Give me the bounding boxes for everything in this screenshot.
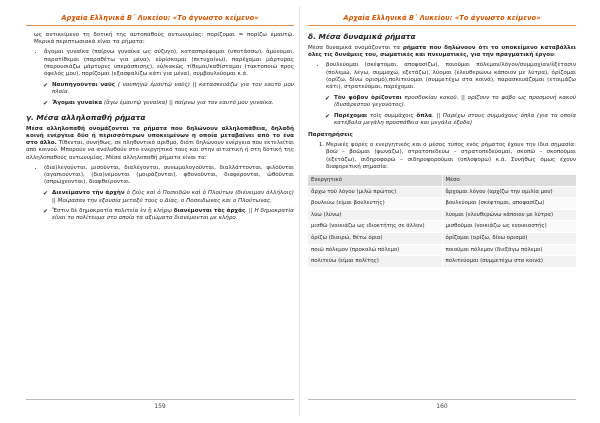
greek-example: Διενείμαντο τὴν ἀρχὴν (52, 190, 125, 197)
table-cell: βουλεύω (είμαι βουλευτής) (308, 198, 442, 210)
definition-bold: ρήματα που δηλώνουν ότι το υποκείμενο καταβάλλει όλες τις δυνάμεις του, σωματικές και πνευματικές, για την πραγματική έργου (308, 45, 576, 59)
example-item (43, 82, 294, 96)
page-number: 160 (308, 399, 576, 410)
right-page (308, 14, 576, 414)
column-header-middle: Μέσο (442, 175, 576, 186)
header-rule (308, 25, 576, 26)
greek-example-mid: τοῖς συμμάχοις (369, 112, 414, 119)
table-row (308, 244, 576, 256)
translation: ὁ ζεὺς καὶ ὁ Ποσειδῶν καὶ ὁ Πλούτων (διένειμαν ἀλλήλοις) || Μοίρασαν την εξουσία μεταξύ τους ο Δίας, ο Ποσειδώνας και ο Πλούτωνας. (52, 190, 294, 204)
example-list (26, 190, 294, 222)
table-cell: ὁρίζομαι (ορίζω, δίνω ορισμό) (442, 233, 576, 245)
greek-example: Τὸν φόβον ὁρίζονται (334, 95, 402, 102)
page-header: Αρχαία Ελληνικά Β΄ Λυκείου: «Το άγνωστο κείμενο» (61, 14, 259, 22)
greek-example: Ἔστιν δὲ δημοκρατία πολιτεία ἐν ᾗ κλήρῳ (52, 207, 172, 214)
table-cell: ἄρχω τοῦ λόγου (μιλώ πρώτος) (308, 186, 442, 198)
table-cell: πολιτεύω (είμαι πολίτης) (308, 256, 442, 268)
table-row (308, 186, 576, 198)
table-cell: λύομαι (ελευθερώνω κάποιον με λύτρα) (442, 209, 576, 221)
intro-paragraph: ως αντικείμενο τη δοτική της αυτοπαθούς αντωνυμίας: πορίζομαι = πορίζω έμαυτῷ. Μερικά περιπτωσιακά είναι τα ρήματα: (34, 32, 294, 46)
page-number: 159 (26, 399, 294, 410)
translation: . || Παρέχω στους συμμάχους όπλα (για τα οποία κατέβαλα μεγάλη προσπάθεια και μεγάλα έξοδα) (334, 112, 577, 126)
list-item: • ἄγομαι γυναῖκα (παίρνω γυναίκα ως σύζυγο), κατασπρέφομαι (υποτάσσω), ἀμύνομαι, παρατίθεμαι (παραθέτω για μένα), εὑρίσκομαι (πετυχαίνω), παρέχομαι μάρτυρας (παρουσιάζω μάρτυρες υπεράσπισης), εὐ/κακῶς τίθεμαι/καθίσταμαι (τακτοποιώ προς όφελός μου), πορίζομαι (εξασφαλίζω κάτι για μένα), συμβουλεύομαι κ.ά. (44, 49, 294, 78)
definition-bold: Μέσα αλληλοπαθή ονομάζονται τα ρήματα που δηλώνουν αλληλοπάθεια, δηλαδή κοινή ενέργεια δύο ή περισσότερων υποκειμένων η οποία μεταβαίνει από το ένα στο άλλο. (26, 125, 294, 147)
greek-example: Ναυπηγοῦνται ναῦς (52, 82, 116, 89)
table-cell: βουλεύομαι (σκέφτομαι, αποφασίζω) (442, 198, 576, 210)
checkmark-icon: ✔ (43, 190, 49, 198)
checkmark-icon: ✔ (43, 82, 49, 90)
checkmark-icon: ✔ (43, 99, 49, 107)
table-row (308, 221, 576, 233)
book-spine (299, 6, 300, 416)
example-item (43, 207, 294, 222)
greek-example-bold: ὅπλα (416, 112, 433, 119)
verb-list (26, 165, 294, 187)
table-header-row (308, 175, 576, 186)
table-cell: ποιοῦμαι πόλεμον (διεξάγω πόλεμο) (442, 244, 576, 256)
definition-rest: Τίθενται, συνήθως, σε πληθυντικό αριθμό, διότι δηλώνουν ενέργεια που εκτελείται από κοινού. Μπορούν να αναλυθούν στο ενεργητικό τους και στην αιτιατική ή στη δοτική της αλληλοπαθούς αντωνυμίας. Μέσα αλληλοπαθή ρήματα είναι τα: (26, 140, 295, 161)
table-cell: μισθοῦμαι (νοικιάζω ως ενοικιαστής) (442, 221, 576, 233)
table-cell: ὁρίζω (διαιρώ, θέτω όρια) (308, 233, 442, 245)
table-cell: λύω (λύνω) (308, 209, 442, 221)
table-cell: μισθῶ (νοικιάζω ως ιδιοκτήτης σε άλλον) (308, 221, 442, 233)
checkmark-icon: ✔ (43, 207, 49, 215)
table-cell: ποιῶ πόλεμον (προκαλώ πόλεμο) (308, 244, 442, 256)
example-item (43, 190, 294, 204)
greek-example: Ἄγομαι γυναῖκα (52, 99, 103, 106)
table-row (308, 256, 576, 268)
list-item: • βουλεύομαι (σκέφτομαι, αποφασίζω), ποιοῦμαι πόλεμον/λόγον/συμμαχίαν/ἐξέτασιν (πολεμώ, λέγω, συμμαχώ, εξετάζω), λύομαι (ελευθερώνω κάποιον με λύτρα), ὁρίζομαι (ορίζω, δίνω ορισμό),πολιτεύομαι (συμμετέχω στα κοινά), παρασκευάζομαι (ετοιμάζω κάτι), στρατεύομαι, παρέχομαι. (326, 62, 576, 91)
page-header: Αρχαία Ελληνικά Β΄ Λυκείου: «Το άγνωστο κείμενο» (343, 14, 541, 22)
table-row (308, 209, 576, 221)
header-rule (26, 25, 294, 26)
example-item (43, 99, 294, 107)
translation: ( ναυπηγῶ ἐμαυτῷ ναῦς) || κατασκευάζω για τον εαυτό μου πλοία. (52, 82, 294, 96)
verb-list (308, 62, 576, 91)
translation: . || Η δημοκρατία είναι το πολίτευμα στο οποίο τα αξιώματα διανέμονται με κλήρο. (52, 207, 294, 222)
table-cell: πολιτεύομαι (συμμετέχω στα κοινά) (442, 256, 576, 268)
example-item (325, 95, 576, 109)
example-list (26, 82, 294, 107)
checkmark-icon: ✔ (325, 112, 331, 120)
observations-list (308, 142, 576, 171)
table-cell: ἄρχομαι λόγου (αρχίζω την ομιλία μου) (442, 186, 576, 198)
definition-plain: Μέσα δυναμικά ονομάζονται τα (308, 45, 403, 51)
observations-title: Παρατηρήσεις (308, 132, 353, 139)
verb-comparison-table (308, 175, 576, 268)
table-row (308, 233, 576, 245)
definition-paragraph (26, 126, 294, 162)
table-row (308, 198, 576, 210)
definition-end: : (553, 52, 556, 59)
translation: προσδοκίαν κακοῦ. || ορίζουν το φόβο ως προσμονή κακού (δυσάρεστου γεγονότος). (334, 95, 576, 109)
list-item: • (δια)λεγούνται, μισοῦνται, διαλέγονται, συνωμολογοῦνται, διαλλάττονται, φιλοῦνται (αγαπιούνται), (δια)νέμονται (μοιράζονται), φθονοῦνται, διαφέρονται, ὠθοῦνται (σπρώχνονται), διαφθείρονται. (44, 165, 294, 187)
section-title: δ. Μέσα δυναμικά ρήματα (308, 32, 416, 41)
section-title: γ. Μέσα αλληλοπαθή ρήματα (26, 112, 146, 122)
greek-example: Παρέχομαι (334, 112, 368, 119)
translation: (ἄγω ἐμαυτῷ γυναῖκα) || παίρνω για τον εαυτό μου γυναίκα. (104, 99, 274, 106)
checkmark-icon: ✔ (325, 95, 331, 103)
left-page (26, 14, 294, 414)
observation-item: 1. Μερικές φορές ο ενεργητικός και ο μέσος τύπος ενός ρήματος έχουν την ίδια σημασία: βοῶ – βοῶμαι (φωνάζω), στρατοπεδεύω – στρατοπεδεύομαι, σκοπῶ – σκοποῦμαι (εξετάζω), σιδηροφορῶ – σιδηροφοροῦμαι (οπλοφορώ) κ.ά. Συνήθως όμως έχουν διαφορετική σημασία: (326, 142, 576, 171)
definition-paragraph (308, 45, 576, 59)
example-item (325, 112, 577, 127)
greek-example-bold: διανέμονται τὰς ἀρχάς (173, 207, 246, 214)
column-header-active: Ενεργητικό (308, 175, 442, 186)
example-list (308, 95, 576, 127)
verb-list (26, 49, 294, 78)
